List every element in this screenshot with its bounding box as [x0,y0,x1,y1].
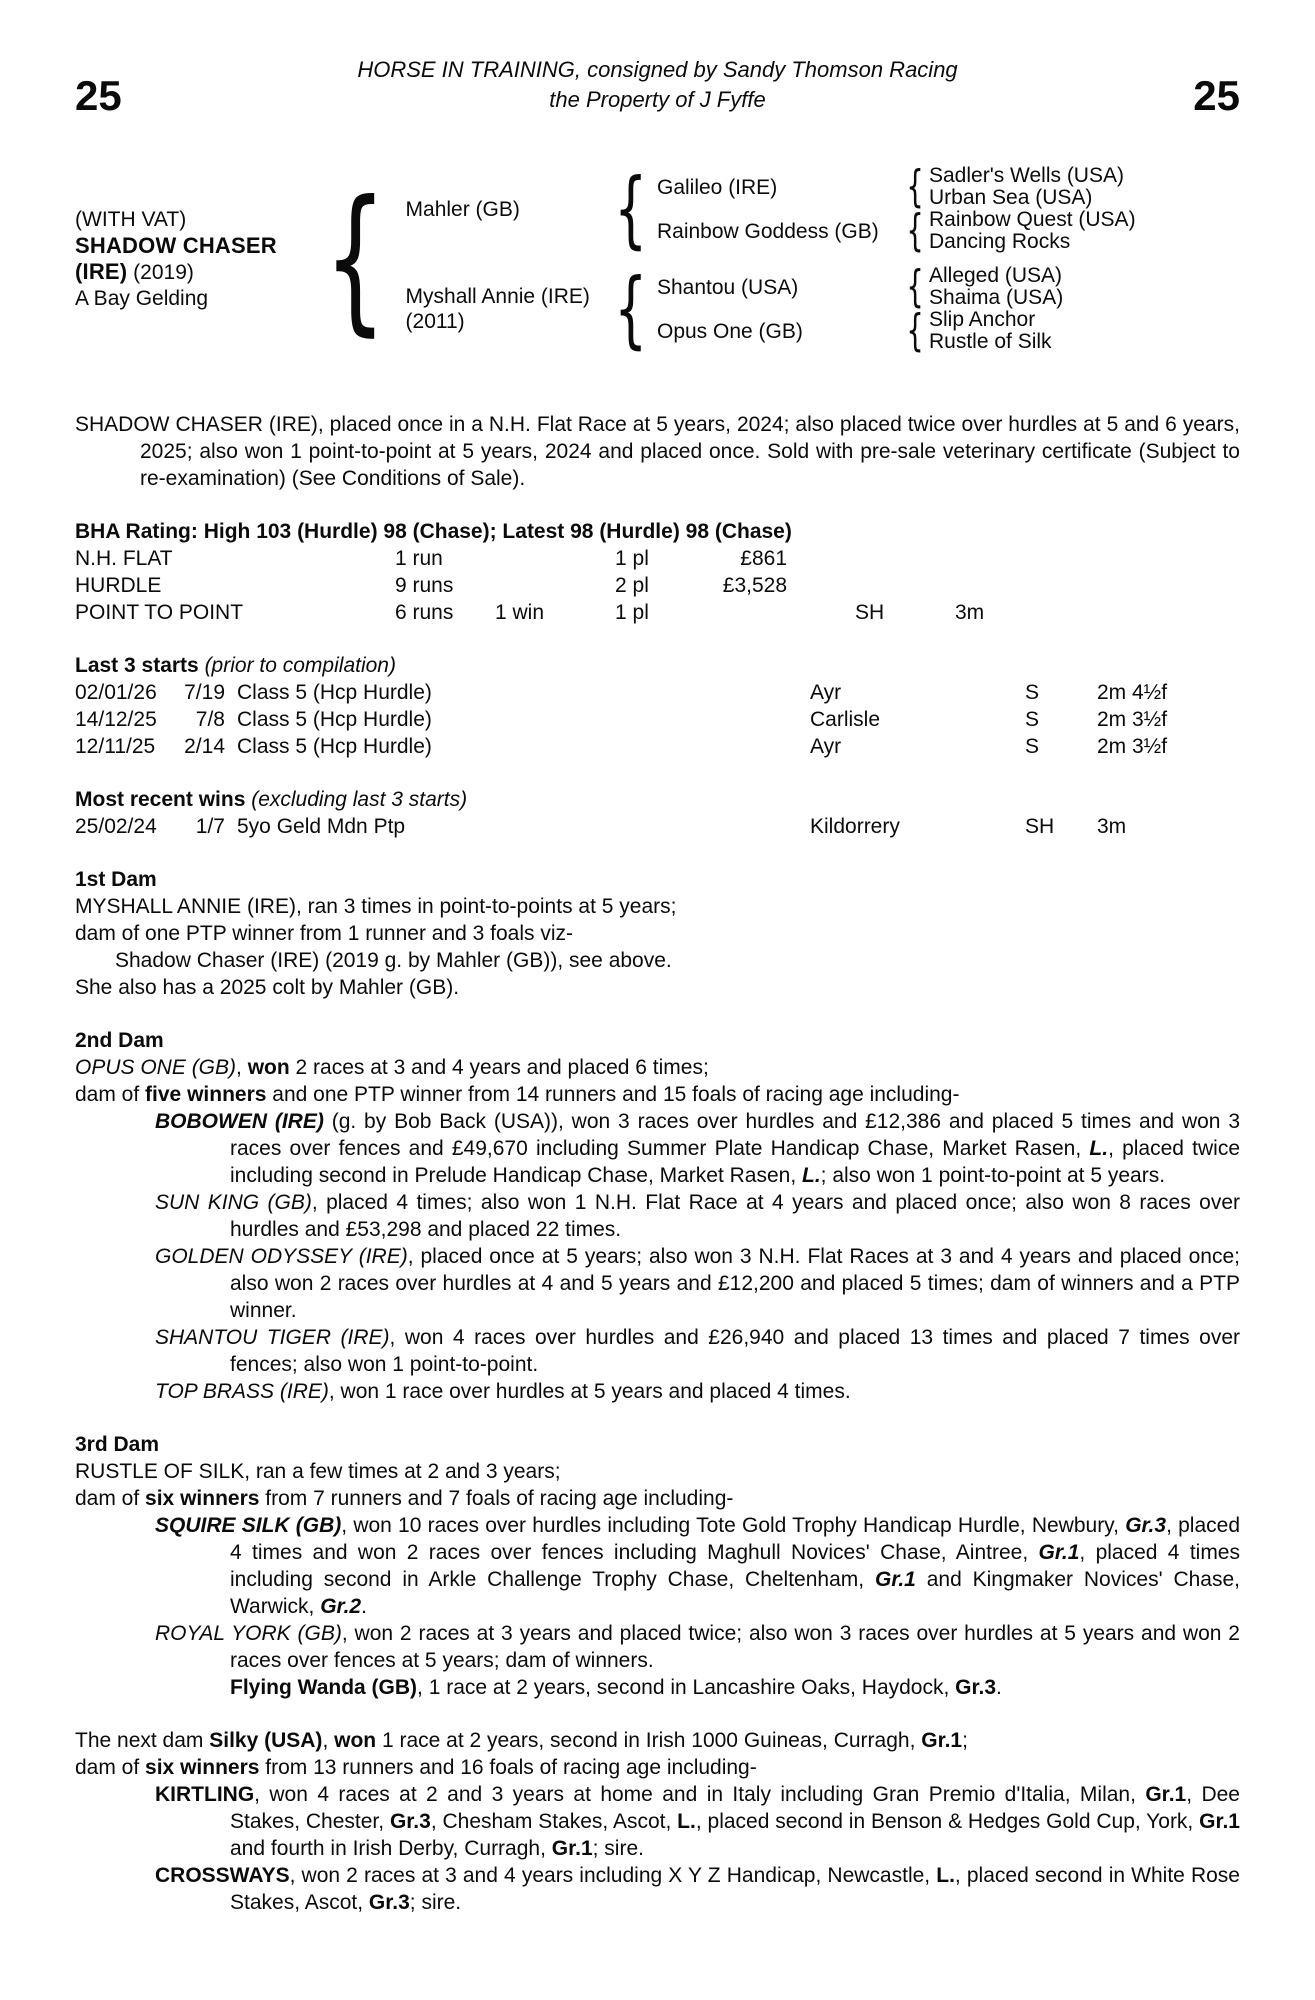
progeny-entry: ROYAL YORK (GB), won 2 races at 3 years and placed twice; also won 3 races over hurdles at 5 years and won 2 races over fences at 5 years; dam of winners. [155,1622,1240,1672]
finish-position-cell: 2/14 [184,735,225,758]
race-type-label: HURDLE [75,574,162,597]
progeny-entry: SQUIRE SILK (GB), won 10 races over hurdles including Tote Gold Trophy Handicap Hurdle, Newbury, Gr.3, placed 4 times and won 2 races over fences including Maghull Novices' Chase, Aintree, Gr.1, placed 4 times including second in Arkle Challenge Trophy Chase, Cheltenham, Gr.1 and Kingmaker Novices' Chase, Warwick, Gr.2. [155,1514,1240,1618]
dam-sire-branch [656,261,1240,312]
finish-position-cell: 7/19 [184,681,225,704]
property-line: the Property of J Fyffe [549,87,766,112]
sire-branch [405,160,1240,258]
progeny-entry: KIRTLING, won 4 races at 2 and 3 years at home and in Italy including Gran Premio d'Italia, Milan, Gr.1, Dee Stakes, Chester, Gr.3, Chesham Stakes, Ascot, L., placed second in Benson & Hedges Gold Cup, York, Gr.1 and fourth in Irish Derby, Curragh, Gr.1; sire. [155,1783,1240,1860]
lot-number-right: 25 [1193,72,1240,119]
race-type-label: POINT TO POINT [75,601,244,624]
heading-note: (prior to compilation) [198,654,396,677]
progeny-entry: SHANTOU TIGER (IRE), won 4 races over hurdles and £26,940 and placed 13 times and placed 7 times over fences; also won 1 point-to-point. [155,1326,1240,1376]
going-cell: SH [1025,815,1055,838]
most-recent-wins-block [75,786,1240,840]
ancestor-name: Urban Sea (USA) [928,186,1093,209]
distance-cell: 2m 4½f [1097,681,1168,704]
progeny-entry: TOP BRASS (IRE), won 1 race over hurdles at 5 years and placed 4 times. [155,1380,851,1403]
tail-female-block [75,1727,1240,1916]
runs-cell: 6 runs [395,601,454,624]
dam-branch [405,260,1240,358]
date-cell: 14/12/25 [75,708,157,731]
dam-record-line: dam of one PTP winner from 1 runner and 3 foals viz- [75,922,574,945]
subject-description: A Bay Gelding [75,286,209,310]
course-cell: Carlisle [810,708,881,731]
pedigree-brace: { [613,260,647,358]
bha-rating-title: BHA Rating: High 103 (Hurdle) 98 (Chase); Latest 98 (Hurdle) 98 (Chase) [75,520,792,543]
ancestor-name: Shaima (USA) [928,286,1064,309]
table-row [75,679,1240,706]
sire-sire-name: Galileo (IRE) [656,175,778,199]
sire-sire-branch [656,161,1240,212]
pedigree-brace: { [906,261,924,312]
progeny-entry: GOLDEN ODYSSEY (IRE), placed once at 5 years; also won 3 N.H. Flat Races at 3 and 4 years and placed once; also won 2 races over hurdles at 4 and 5 years and £12,200 and placed 5 times; dam of winners and a PTP winner. [155,1245,1240,1322]
heading-label: Most recent wins [75,788,246,811]
dam-record-line: She also has a 2025 colt by Mahler (GB). [75,976,460,999]
course-cell: Ayr [810,681,842,704]
dam-record-line: dam of five winners and one PTP winner from 14 runners and 15 foals of racing age including- [75,1083,960,1106]
places-cell: 1 pl [615,547,649,570]
great-grandparents [929,265,1240,309]
dam-year: (2011) [405,310,465,333]
course-cell: Ayr [810,735,842,758]
table-row [75,813,1240,840]
subject-block [75,207,305,312]
finish-position-cell: 1/7 [195,815,225,838]
sire-parents [656,161,1240,256]
progeny-entry: Shadow Chaser (IRE) (2019 g. by Mahler (GB)), see above. [115,949,672,972]
great-grandparents [929,309,1240,353]
pedigree-brace: { [906,205,924,256]
distance-cell: 2m 3½f [1097,735,1168,758]
pedigree-tree [75,160,1240,358]
race-class-cell: Class 5 (Hcp Hurdle) [237,681,432,704]
sire-dam-name: Rainbow Goddess (GB) [656,219,879,243]
dam-record-line: dam of six winners from 13 runners and 16 foals of racing age including- [75,1756,757,1779]
first-dam-heading: 1st Dam [75,868,157,891]
dam-dam-name: Opus One (GB) [656,319,803,343]
finish-position-cell: 7/8 [195,708,225,731]
ancestor-name: Slip Anchor [928,308,1036,331]
going-cell: S [1025,735,1040,758]
dam-record-line: MYSHALL ANNIE (IRE), ran 3 times in point-to-points at 5 years; [75,895,677,918]
date-cell: 02/01/26 [75,681,157,704]
lot-number-left: 25 [75,72,122,119]
first-dam-block [75,866,1240,1001]
subject-year: (2019) [127,260,194,284]
pedigree-brace: { [324,167,387,351]
ancestor-name: Rainbow Quest (USA) [928,208,1136,231]
dam-sire-name: Shantou (USA) [656,275,799,299]
earnings-cell: £3,528 [722,574,787,597]
progeny-sub-entry: Flying Wanda (GB), 1 race at 2 years, second in Lancashire Oaks, Haydock, Gr.3. [230,1676,1002,1699]
dam-name-block [406,284,604,334]
progeny-entry: SUN KING (GB), placed 4 times; also won 1 N.H. Flat Race at 4 years and placed once; also won 8 races over hurdles and £53,298 and placed 22 times. [155,1191,1240,1241]
progeny-entry: CROSSWAYS, won 2 races at 3 and 4 years including X Y Z Handicap, Newcastle, L., placed second in White Rose Stakes, Ascot, Gr.3; sire. [155,1864,1240,1914]
distance-cell: 3m [955,601,985,624]
dam-dam-branch [656,305,1240,356]
last-3-starts-heading [75,652,1240,679]
race-class-cell: 5yo Geld Mdn Ptp [237,815,406,838]
wins-cell: 1 win [495,601,545,624]
ancestor-name: Rustle of Silk [928,330,1052,353]
sire-dam-branch [656,205,1240,256]
going-cell: SH [855,601,885,624]
race-record-paragraph: SHADOW CHASER (IRE), placed once in a N.H. Flat Race at 5 years, 2024; also placed twice over hurdles at 5 and 6 years, 2025; also won 1 point-to-point at 5 years, 2024 and placed once. Sold with pre-sale veterinary certificate (Subject to re-examination) (See Conditions of Sale). [75,413,1240,490]
progeny-entry: BOBOWEN (IRE) (g. by Bob Back (USA)), won 3 races over hurdles and £12,386 and placed 5 times and won 3 races over fences and £49,670 including Summer Plate Handicap Chase, Market Rasen, L., placed twice including second in Prelude Handicap Chase, Market Rasen, L.; also won 1 point-to-point at 5 years. [155,1110,1241,1187]
distance-cell: 3m [1097,815,1127,838]
subject-name: SHADOW CHASER [75,232,277,258]
great-grandparents [929,165,1240,209]
dam-record-line: OPUS ONE (GB), won 2 races at 3 and 4 years and placed 6 times; [75,1056,709,1079]
runs-cell: 1 run [395,547,443,570]
last-3-starts-block [75,652,1240,760]
date-cell: 12/11/25 [75,735,156,758]
pedigree-brace: { [613,160,647,258]
bha-rating-block [75,518,1240,626]
distance-cell: 2m 3½f [1097,708,1168,731]
table-row [75,572,1240,599]
going-cell: S [1025,681,1040,704]
table-row [75,706,1240,733]
dam-record-line: dam of six winners from 7 runners and 7 foals of racing age including- [75,1487,734,1510]
second-dam-heading: 2nd Dam [75,1029,164,1052]
course-cell: Kildorrery [810,815,900,838]
most-recent-wins-heading [75,786,1240,813]
third-dam-block [75,1431,1240,1701]
race-type-label: N.H. FLAT [75,547,173,570]
third-dam-heading: 3rd Dam [75,1433,160,1456]
subject-suffix: (IRE) [75,258,128,284]
next-dam-line: The next dam Silky (USA), won 1 race at 2 years, second in Irish 1000 Guineas, Curragh, Gr.1; [75,1729,968,1752]
dam-record-line: RUSTLE OF SILK, ran a few times at 2 and 3 years; [75,1460,561,1483]
ancestor-name: Alleged (USA) [928,264,1063,287]
pedigree-brace: { [906,161,924,212]
earnings-cell: £861 [740,547,787,570]
going-cell: S [1025,708,1040,731]
places-cell: 2 pl [615,574,649,597]
second-dam-block [75,1027,1240,1405]
page-header [75,0,1240,119]
runs-cell: 9 runs [395,574,454,597]
heading-note: (excluding last 3 starts) [245,788,468,811]
consignor-line: HORSE IN TRAINING, consigned by Sandy Thomson Racing [357,57,958,82]
subject-suffix-year [75,259,305,286]
places-cell: 1 pl [615,601,649,624]
ancestor-name: Sadler's Wells (USA) [928,164,1124,187]
pedigree-brace: { [906,305,924,356]
dam-parents [656,261,1240,356]
table-row [75,733,1240,760]
great-grandparents [929,209,1240,253]
heading-label: Last 3 starts [75,654,199,677]
table-row [75,545,1240,572]
date-cell: 25/02/24 [75,815,157,838]
generation-1 [405,160,1240,358]
sire-name: Mahler (GB) [405,197,520,221]
dam-name: Myshall Annie (IRE) [405,285,590,308]
table-row [75,599,1240,626]
vat-note: (WITH VAT) [75,207,187,231]
race-class-cell: Class 5 (Hcp Hurdle) [237,735,432,758]
ancestor-name: Dancing Rocks [928,230,1071,253]
race-class-cell: Class 5 (Hcp Hurdle) [237,708,432,731]
